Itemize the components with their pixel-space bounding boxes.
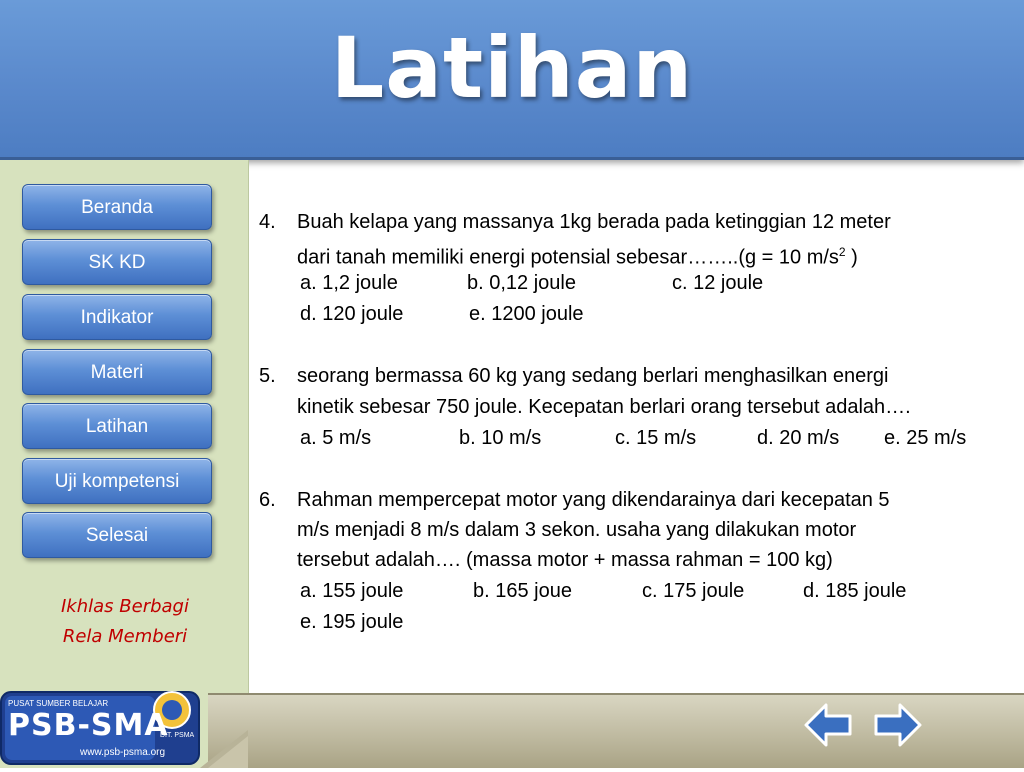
logo-badge-text: DIT. PSMA — [160, 732, 195, 739]
question-6-option-a: a. 155 joule — [300, 580, 404, 602]
question-6-option-e: e. 195 joule — [300, 611, 404, 633]
psb-sma-logo[interactable] — [0, 686, 200, 768]
logo-main-text: PSB-SMA — [8, 708, 169, 743]
exercise-content — [255, 204, 1015, 684]
question-4-option-e: e. 1200 joule — [469, 303, 584, 325]
logo-top-text: PUSAT SUMBER BELAJAR — [8, 699, 109, 708]
question-4-option-c: c. 12 joule — [672, 272, 764, 294]
sidebar — [0, 160, 249, 768]
nav-button-sk-kd[interactable]: SK KD — [22, 239, 212, 285]
nav-button-uji-kompetensi[interactable]: Uji kompetensi — [22, 458, 212, 504]
question-6-option-c: c. 175 joule — [642, 580, 745, 602]
question-6-line-3: tersebut adalah…. (massa motor + massa rahman = 100 kg) — [297, 549, 833, 571]
page-title: Latihan — [330, 19, 694, 117]
nav-button-latihan[interactable]: Latihan — [22, 403, 212, 449]
question-4-option-b: b. 0,12 joule — [467, 272, 576, 294]
footer-page-curl — [200, 730, 248, 768]
question-5-option-d: d. 20 m/s — [757, 427, 840, 449]
question-5-option-b: b. 10 m/s — [459, 427, 542, 449]
nav-button-selesai[interactable]: Selesai — [22, 512, 212, 558]
question-6-number: 6. — [259, 489, 276, 511]
nav-button-materi[interactable]: Materi — [22, 349, 212, 395]
motto-line-2: Rela Memberi — [62, 626, 188, 647]
question-5-line-1: seorang bermassa 60 kg yang sedang berlari menghasilkan energi — [297, 365, 889, 387]
question-4-line-1: Buah kelapa yang massanya 1kg berada pada ketinggian 12 meter — [297, 211, 891, 233]
header-bar — [0, 0, 1024, 160]
arrow-left-icon — [802, 700, 856, 750]
arrow-right-icon — [870, 700, 924, 750]
nav-button-indikator[interactable]: Indikator — [22, 294, 212, 340]
question-4-option-a: a. 1,2 joule — [300, 272, 398, 294]
previous-arrow-button[interactable] — [802, 700, 856, 750]
question-6-option-b: b. 165 joue — [473, 580, 572, 602]
question-5-option-a: a. 5 m/s — [300, 427, 372, 449]
question-6-option-d: d. 185 joule — [803, 580, 907, 602]
question-4-line-2: dari tanah memiliki energi potensial sebesar……..(g = 10 $m/s^2$ ) — [297, 245, 858, 269]
question-4-superscript: 2 — [838, 245, 846, 259]
next-arrow-button[interactable] — [870, 700, 924, 750]
question-4-number: 4. — [259, 211, 276, 233]
question-5-option-c: c. 15 m/s — [615, 427, 697, 449]
logo-url-text: www.psb-psma.org — [80, 747, 166, 758]
nav-button-beranda[interactable]: Beranda — [22, 184, 212, 230]
motto-line-1: Ikhlas Berbagi — [61, 596, 189, 617]
question-6-line-1: Rahman mempercepat motor yang dikendarainya dari kecepatan 5 — [297, 489, 890, 511]
question-5-line-2: kinetik sebesar 750 joule. Kecepatan berlari orang tersebut adalah…. — [297, 396, 911, 418]
question-5-option-e: e. 25 m/s — [884, 427, 967, 449]
question-6-line-2: m/s menjadi 8 m/s dalam 3 sekon. usaha yang dilakukan motor — [297, 519, 857, 541]
question-5-number: 5. — [259, 365, 276, 387]
question-4-option-d: d. 120 joule — [300, 303, 404, 325]
